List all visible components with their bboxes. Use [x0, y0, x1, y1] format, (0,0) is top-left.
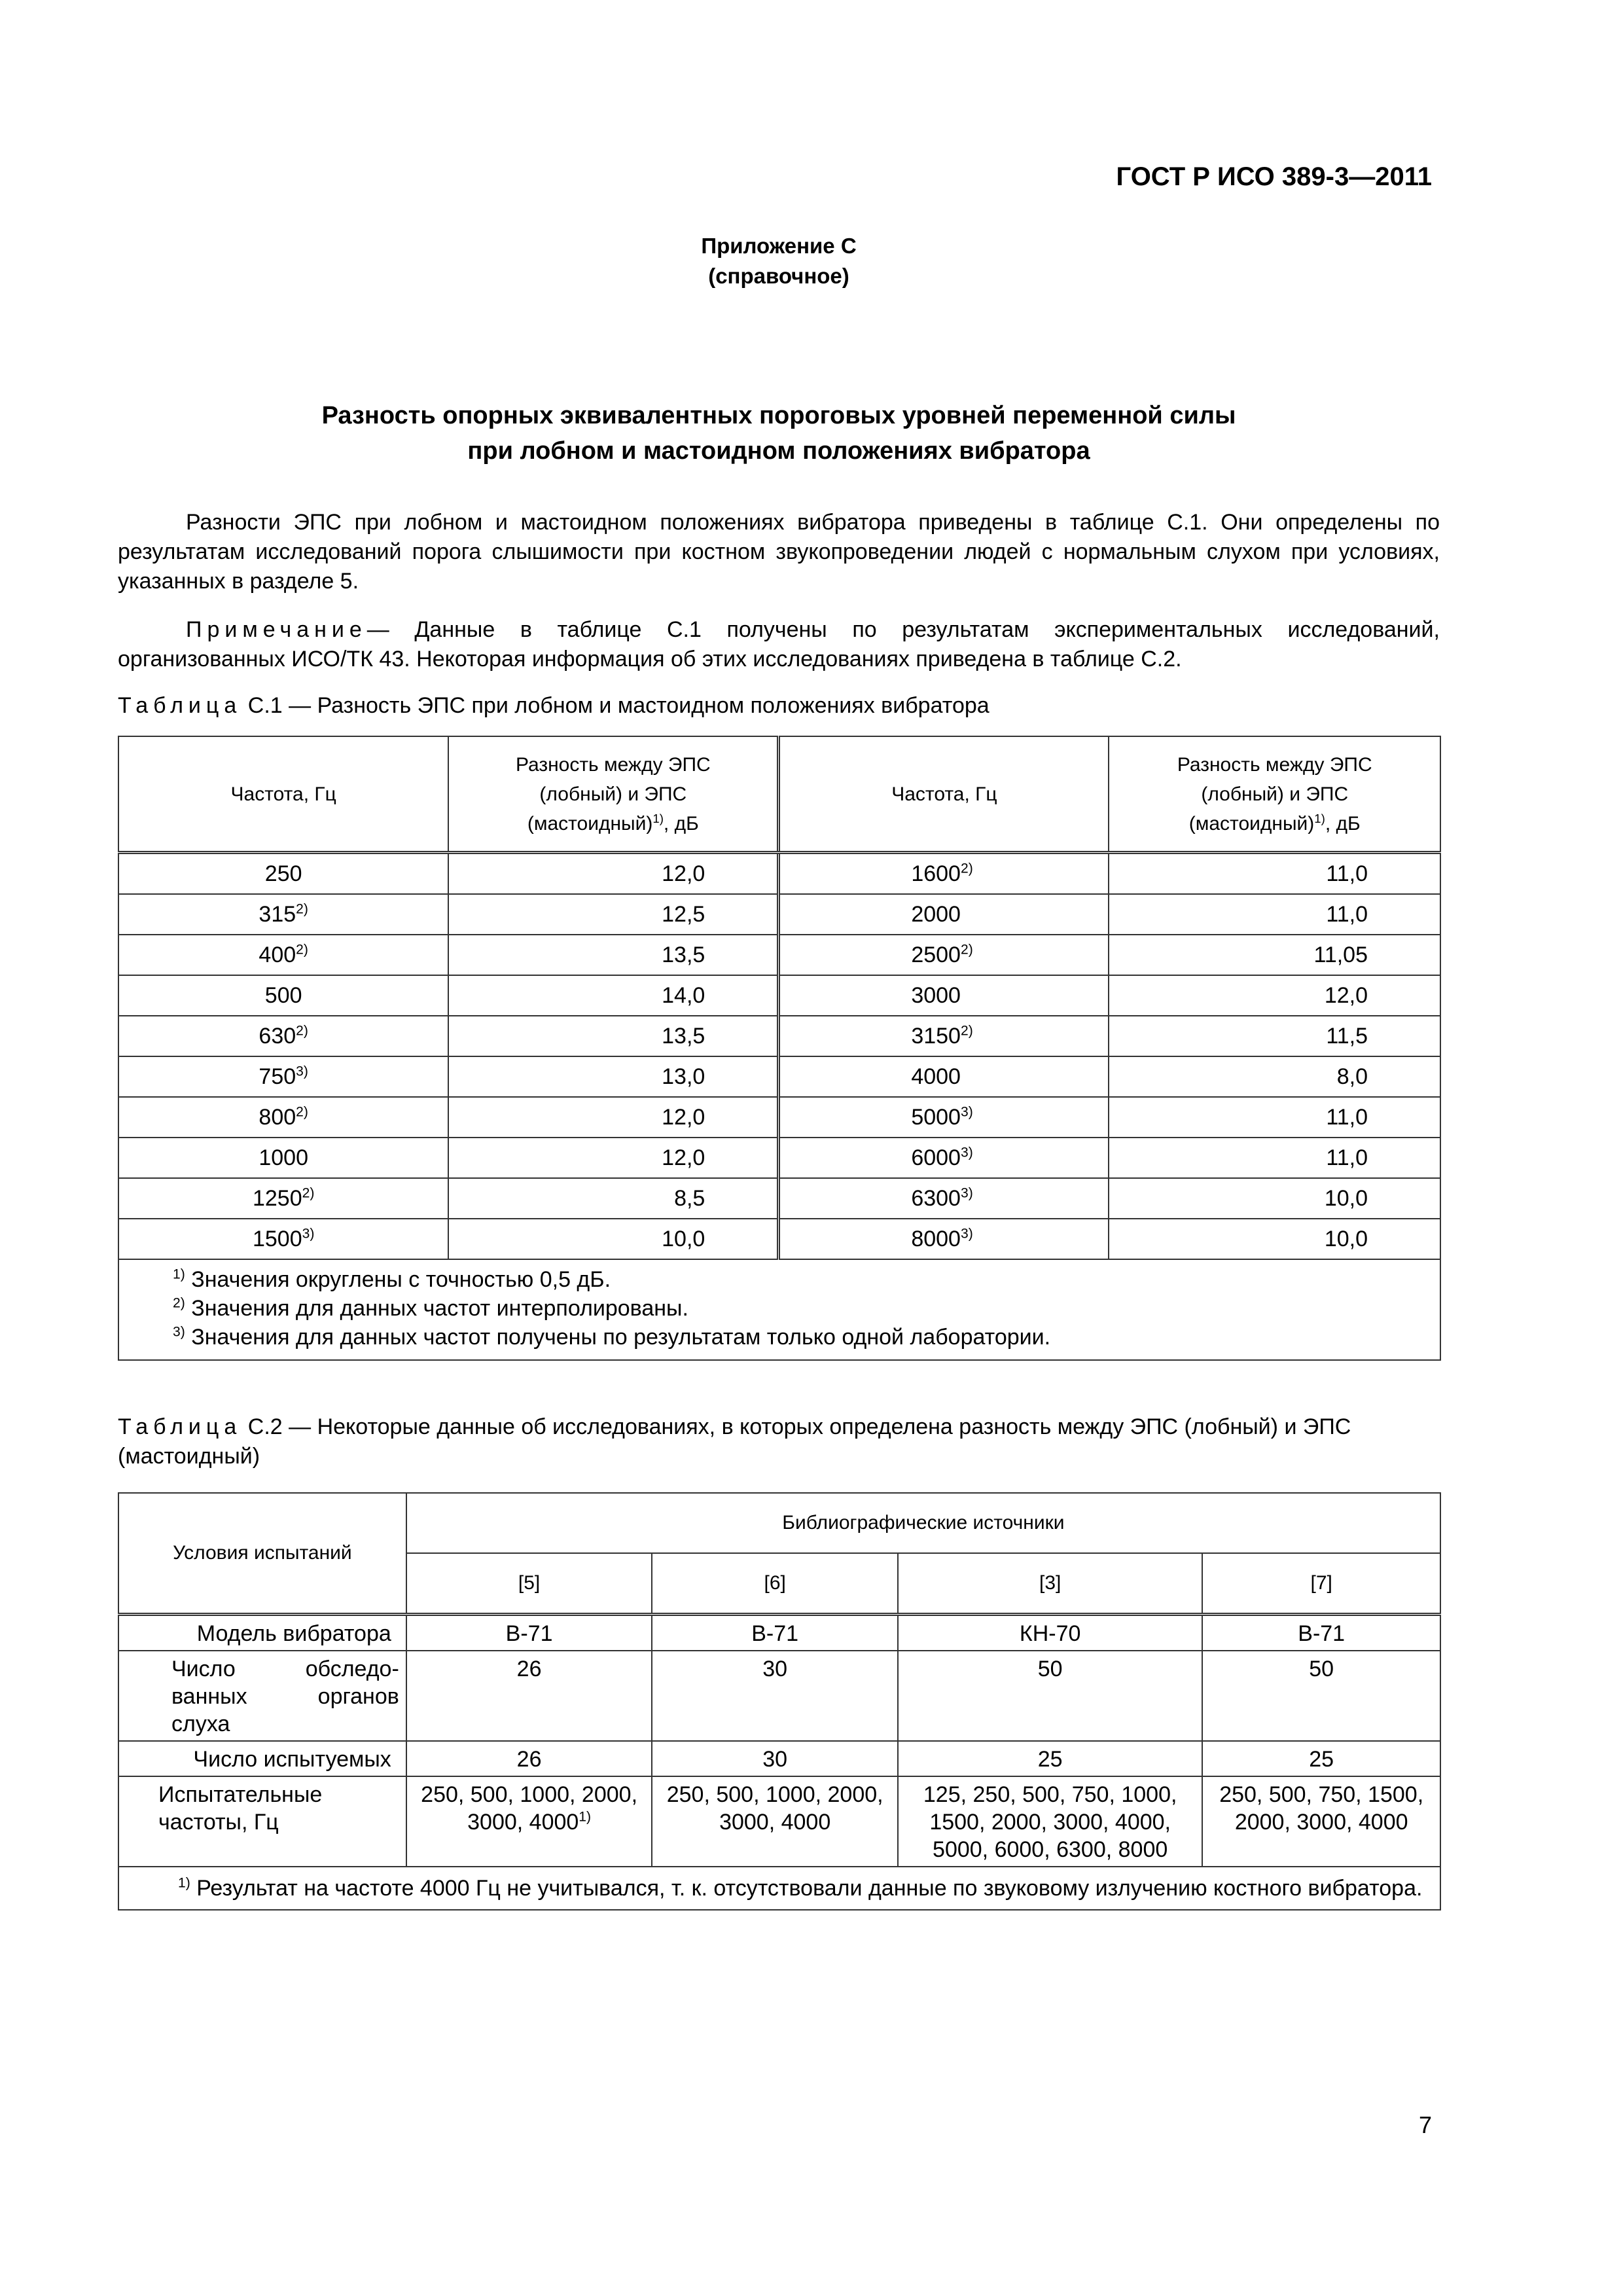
table2-cell: 50 — [898, 1651, 1202, 1741]
table2-ref-3: [3] — [898, 1553, 1202, 1615]
table1-footnote-1: $^{1)}$ Значения округлены с точностью 0,5 дБ. — [173, 1266, 611, 1292]
table1-cell-freq: 4000 — [779, 1056, 1109, 1097]
table2-row-model — [118, 1615, 1440, 1651]
table1-cell-value: 10,0 — [448, 1219, 779, 1259]
table2-row-freqs — [118, 1776, 1440, 1867]
table1-cell-freq: 500 — [118, 975, 448, 1016]
table1-cell-value: 13,5 — [448, 1016, 779, 1056]
table1-cell-value: 10,0 — [1109, 1178, 1440, 1219]
table2-cell: 30 — [652, 1651, 898, 1741]
table1-caption — [118, 691, 1440, 721]
table1-cell-value: 8,0 — [1109, 1056, 1440, 1097]
table1-header-diff: Разность между ЭПС (лобный) и ЭПС (мастоидный)$^{1)}$, дБ — [448, 736, 779, 853]
table2-cell: 25 — [1202, 1741, 1440, 1776]
table1-header-diff-2: Разность между ЭПС (лобный) и ЭПС (мастоидный)$^{1)}$, дБ — [1109, 736, 1440, 853]
annex-name: Приложение С — [701, 234, 857, 258]
table1-label: Таблица — [118, 693, 242, 718]
table1-cell-value: 12,0 — [448, 1097, 779, 1138]
table1-footnotes — [118, 1259, 1440, 1360]
table2-cell: 26 — [406, 1651, 652, 1741]
table2-row-subjects — [118, 1741, 1440, 1776]
intro-paragraph: Разности ЭПС при лобном и мастоидном положениях вибратора приведены в таблице С.1. Они определены по результатам исследований порога слышимости при костном звукопроведении людей с нормальным слухом при условиях, указанных в разделе 5. — [118, 510, 1440, 594]
table1-cell-value: 12,0 — [448, 1138, 779, 1178]
document-code: ГОСТ Р ИСО 389-3—2011 — [1116, 162, 1432, 191]
table1-cell-freq: 1250$^{2)}$ — [118, 1178, 448, 1219]
table1-row — [118, 1219, 1440, 1259]
table2-header-row-1 — [118, 1493, 1440, 1553]
table2-cell: КН-70 — [898, 1615, 1202, 1651]
table2-footnote: $^{1)}$ Результат на частоте 4000 Гц не учитывался, т. к. отсутствовали данные по звуковому излучению костного вибратора. — [118, 1867, 1440, 1910]
table1-cell-value: 12,0 — [448, 853, 779, 895]
table2-cell: 250, 500, 1000, 2000, 3000, 4000 — [652, 1776, 898, 1867]
table1-row — [118, 1056, 1440, 1097]
table1-cell-freq: 5000$^{3)}$ — [779, 1097, 1109, 1138]
table2-label-model: Модель вибратора — [118, 1615, 406, 1651]
annex-title-line1: Разность опорных эквивалентных пороговых уровней переменной силы — [321, 402, 1236, 429]
table1-cell-freq: 315$^{2)}$ — [118, 894, 448, 935]
table2-cell: 50 — [1202, 1651, 1440, 1741]
table1-cell-freq: 2500$^{2)}$ — [779, 935, 1109, 975]
table2-label-freqs: Испытательные частоты, Гц — [118, 1776, 406, 1867]
table1-cell-freq: 3000 — [779, 975, 1109, 1016]
table1-cell-freq: 6000$^{3)}$ — [779, 1138, 1109, 1178]
annex-kind: (справочное) — [708, 264, 849, 288]
note-paragraph — [118, 615, 1440, 674]
table2-cell: 250, 500, 750, 1500, 2000, 3000, 4000 — [1202, 1776, 1440, 1867]
table1-cell-freq: 630$^{2)}$ — [118, 1016, 448, 1056]
table1-cell-freq: 750$^{3)}$ — [118, 1056, 448, 1097]
table-c1 — [118, 736, 1441, 1361]
table1-caption-text: С.1 — Разность ЭПС при лобном и мастоидном положениях вибратора — [247, 693, 990, 718]
page-number: 7 — [1418, 2111, 1432, 2138]
table1-cell-value: 12,0 — [1109, 975, 1440, 1016]
table2-ref-6: [6] — [652, 1553, 898, 1615]
table1-cell-value: 12,5 — [448, 894, 779, 935]
table1-cell-value: 11,5 — [1109, 1016, 1440, 1056]
table2-cell: 125, 250, 500, 750, 1000, 1500, 2000, 3000, 4000, 5000, 6000, 6300, 8000 — [898, 1776, 1202, 1867]
table-c2 — [118, 1492, 1441, 1910]
table2-cell: В-71 — [406, 1615, 652, 1651]
table2-label: Таблица — [118, 1414, 242, 1439]
table2-footnote-row — [118, 1867, 1440, 1910]
table1-cell-freq: 400$^{2)}$ — [118, 935, 448, 975]
table2-cell: В-71 — [1202, 1615, 1440, 1651]
table2-label-ears: Число обследо-ванных органов слуха — [118, 1651, 406, 1741]
table1-footnote-2: $^{2)}$ Значения для данных частот интерполированы. — [173, 1295, 688, 1321]
table1-row — [118, 853, 1440, 895]
annex-title-line2: при лобном и мастоидном положениях вибратора — [467, 437, 1090, 465]
table2-ref-7: [7] — [1202, 1553, 1440, 1615]
table2-ref-5: [5] — [406, 1553, 652, 1615]
table1-cell-freq: 8000$^{3)}$ — [779, 1219, 1109, 1259]
table1-row — [118, 1097, 1440, 1138]
table1-cell-freq: 250 — [118, 853, 448, 895]
table1-row — [118, 1138, 1440, 1178]
table1-cell-value: 8,5 — [448, 1178, 779, 1219]
table1-cell-value: 11,0 — [1109, 1097, 1440, 1138]
note-label: Примечание — [186, 617, 367, 642]
table1-cell-value: 11,0 — [1109, 894, 1440, 935]
table2-caption-text: С.2 — Некоторые данные об исследованиях, в которых определена разность между ЭПС (лобный) и ЭПС (мастоидный) — [118, 1414, 1351, 1469]
table2-cell: 26 — [406, 1741, 652, 1776]
annex-title — [0, 398, 1558, 469]
table1-cell-value: 11,05 — [1109, 935, 1440, 975]
table1-cell-freq: 1500$^{3)}$ — [118, 1219, 448, 1259]
table1-cell-value: 13,5 — [448, 935, 779, 975]
table2-row-ears — [118, 1651, 1440, 1741]
table1-cell-freq: 1000 — [118, 1138, 448, 1178]
table1-cell-value: 11,0 — [1109, 853, 1440, 895]
table1-header-freq: Частота, Гц — [118, 736, 448, 853]
table2-cell: 30 — [652, 1741, 898, 1776]
table1-row — [118, 1016, 1440, 1056]
table2-cell: 25 — [898, 1741, 1202, 1776]
table1-row — [118, 1178, 1440, 1219]
table1-cell-value: 13,0 — [448, 1056, 779, 1097]
table1-row — [118, 975, 1440, 1016]
table2-cell: В-71 — [652, 1615, 898, 1651]
table2-caption — [118, 1412, 1440, 1471]
table2-cell: 250, 500, 1000, 2000, 3000, 4000$^{1)}$ — [406, 1776, 652, 1867]
table1-row — [118, 935, 1440, 975]
table1-cell-freq: 3150$^{2)}$ — [779, 1016, 1109, 1056]
table1-cell-value: 14,0 — [448, 975, 779, 1016]
table1-header-row — [118, 736, 1440, 853]
note-text: — Данные в таблице С.1 получены по результатам экспериментальных исследований, организованных ИСО/ТК 43. Некоторая информация об этих исследованиях приведена в таблице С.2. — [118, 617, 1440, 672]
table1-cell-freq: 2000 — [779, 894, 1109, 935]
table2-header-sources: Библиографические источники — [406, 1493, 1440, 1553]
table1-footnote-3: $^{3)}$ Значения для данных частот получены по результатам только одной лаборатории. — [173, 1324, 1051, 1350]
table1-cell-freq: 1600$^{2)}$ — [779, 853, 1109, 895]
table1-footnotes-row — [118, 1259, 1440, 1360]
table2-header-conditions: Условия испытаний — [118, 1493, 406, 1615]
table1-row — [118, 894, 1440, 935]
table2-label-subjects: Число испытуемых — [118, 1741, 406, 1776]
table1-cell-freq: 6300$^{3)}$ — [779, 1178, 1109, 1219]
table1-cell-freq: 800$^{2)}$ — [118, 1097, 448, 1138]
table1-cell-value: 10,0 — [1109, 1219, 1440, 1259]
table1-header-freq-2: Частота, Гц — [779, 736, 1109, 853]
table1-cell-value: 11,0 — [1109, 1138, 1440, 1178]
